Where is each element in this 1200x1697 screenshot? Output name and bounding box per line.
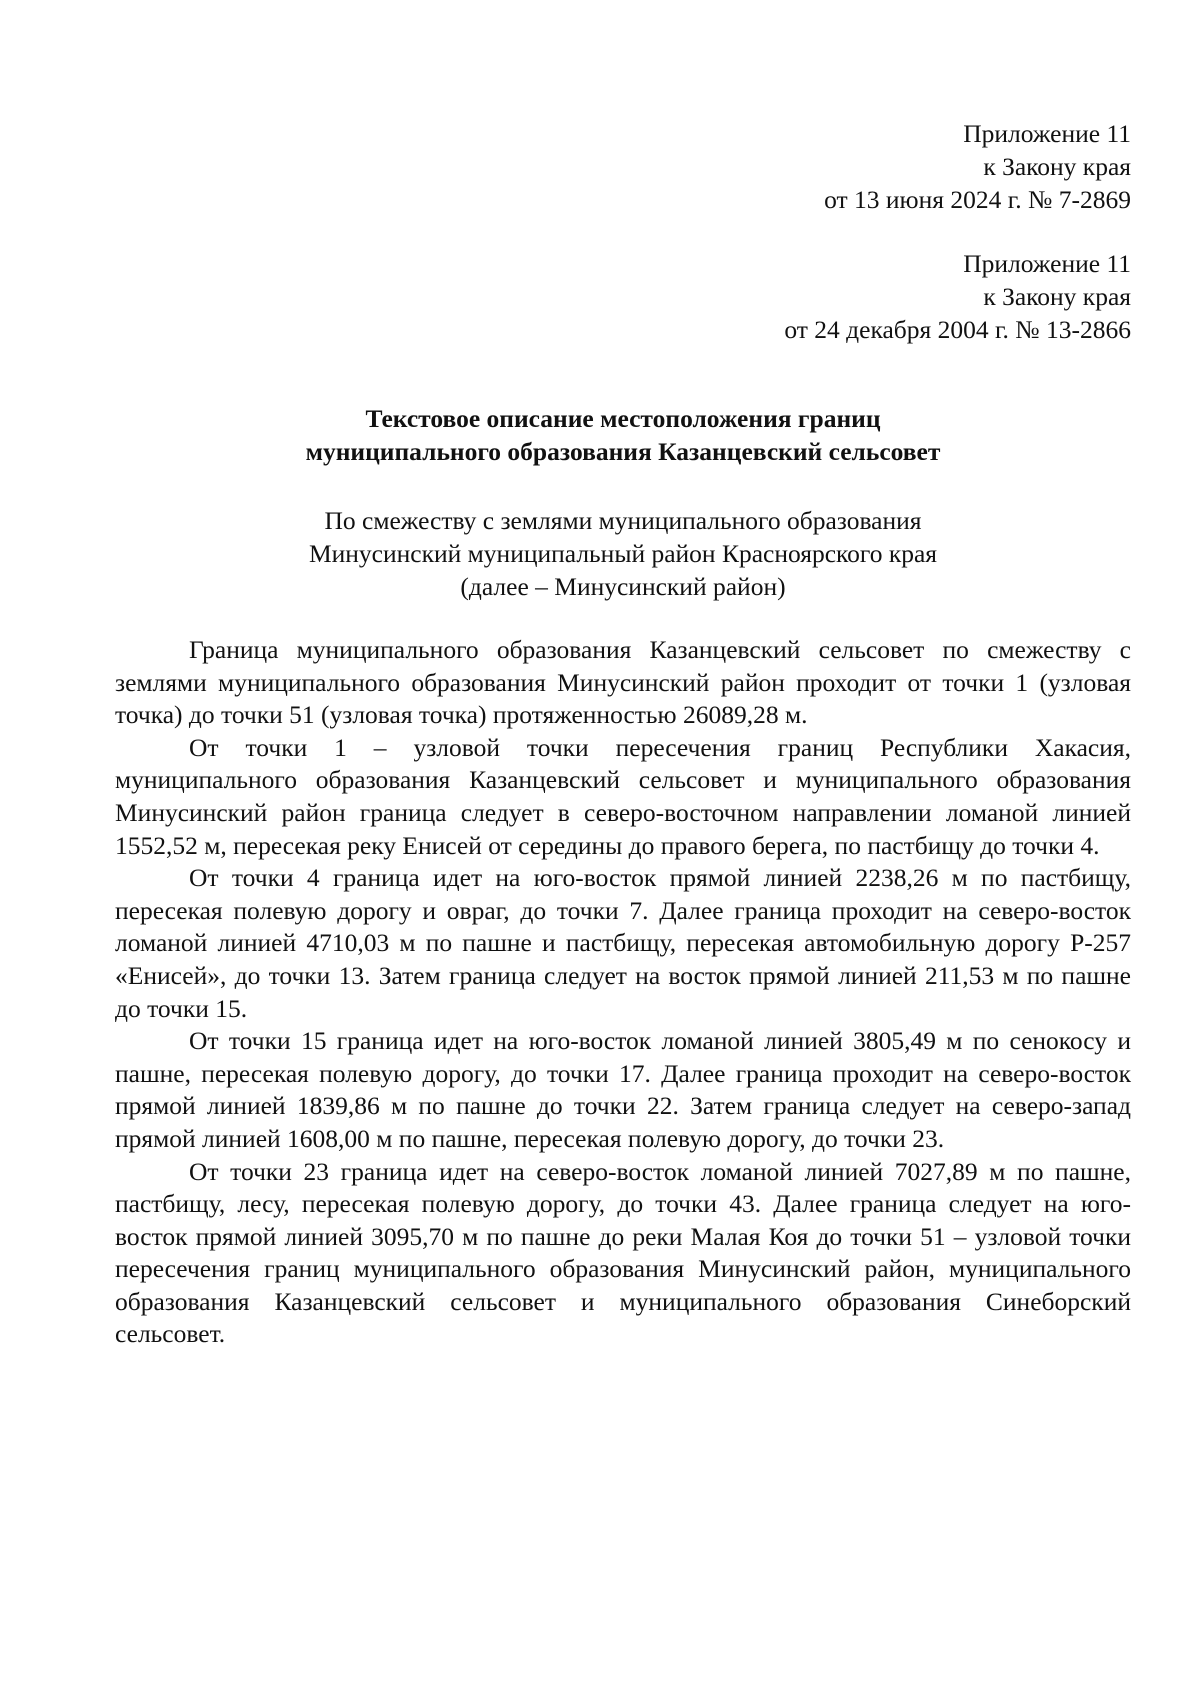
appendix-number: Приложение 11 (963, 249, 1131, 278)
paragraph: От точки 15 граница идет на юго-восток ломаной линией 3805,49 м по сенокосу и пашне, пересекая полевую дорогу, до точки 17. Далее граница проходит на северо-восток прямой линией 1839,86 м по пашне до точки 22. Затем граница следует на северо-запад прямой линией 1608,00 м по пашне, пересекая полевую дорогу, до точки 23. (115, 1026, 1131, 1153)
paragraph: От точки 4 граница идет на юго-восток прямой линией 2238,26 м по пастбищу, пересекая полевую дорогу и овраг, до точки 7. Далее граница проходит на северо-восток ломаной линией 4710,03 м по пашне и пастбищу, пересекая автомобильную дорогу Р-257 «Енисей», до точки 13. Затем граница следует на восток прямой линией 211,53 м по пашне до точки 15. (115, 863, 1131, 1023)
boundary-description (115, 634, 1131, 1351)
appendix-number: Приложение 11 (963, 119, 1131, 148)
appendix-law-date: от 13 июня 2024 г. № 7-2869 (824, 185, 1131, 214)
appendix-law-ref: к Закону края (983, 282, 1131, 311)
appendix-law-date: от 24 декабря 2004 г. № 13-2866 (784, 315, 1131, 344)
paragraph: От точки 23 граница идет на северо-восток ломаной линией 7027,89 м по пашне, пастбищу, лесу, пересекая полевую дорогу, до точки 43. Далее граница следует на юго-восток прямой линией 3095,70 м по пашне до реки Малая Коя до точки 51 – узловой точки пересечения границ муниципального образования Минусинский район, муниципального образования Казанцевский сельсовет и муниципального образования Синеборский сельсовет. (115, 1156, 1131, 1349)
title-line-2: муниципального образования Казанцевский сельсовет (305, 437, 941, 466)
appendix-header-current (824, 117, 1131, 216)
section-heading (115, 504, 1131, 603)
title-line-1: Текстовое описание местоположения границ (365, 404, 881, 433)
document-title (115, 402, 1131, 468)
section-heading-line-1: По смежеству с землями муниципального образования (324, 506, 922, 535)
section-heading-line-3: (далее – Минусинский район) (460, 572, 786, 601)
appendix-header-original (784, 247, 1131, 346)
appendix-law-ref: к Закону края (983, 152, 1131, 181)
paragraph: Граница муниципального образования Казанцевский сельсовет по смежеству с землями муниципального образования Минусинский район проходит от точки 1 (узловая точка) до точки 51 (узловая точка) протяженностью 26089,28 м. (115, 635, 1131, 730)
paragraph: От точки 1 – узловой точки пересечения границ Республики Хакасия, муниципального образования Казанцевский сельсовет и муниципального образования Минусинский район граница следует в северо-восточном направлении ломаной линией 1552,52 м, пересекая реку Енисей от середины до правого берега, по пастбищу до точки 4. (115, 732, 1131, 860)
section-heading-line-2: Минусинский муниципальный район Красноярского края (308, 539, 938, 568)
